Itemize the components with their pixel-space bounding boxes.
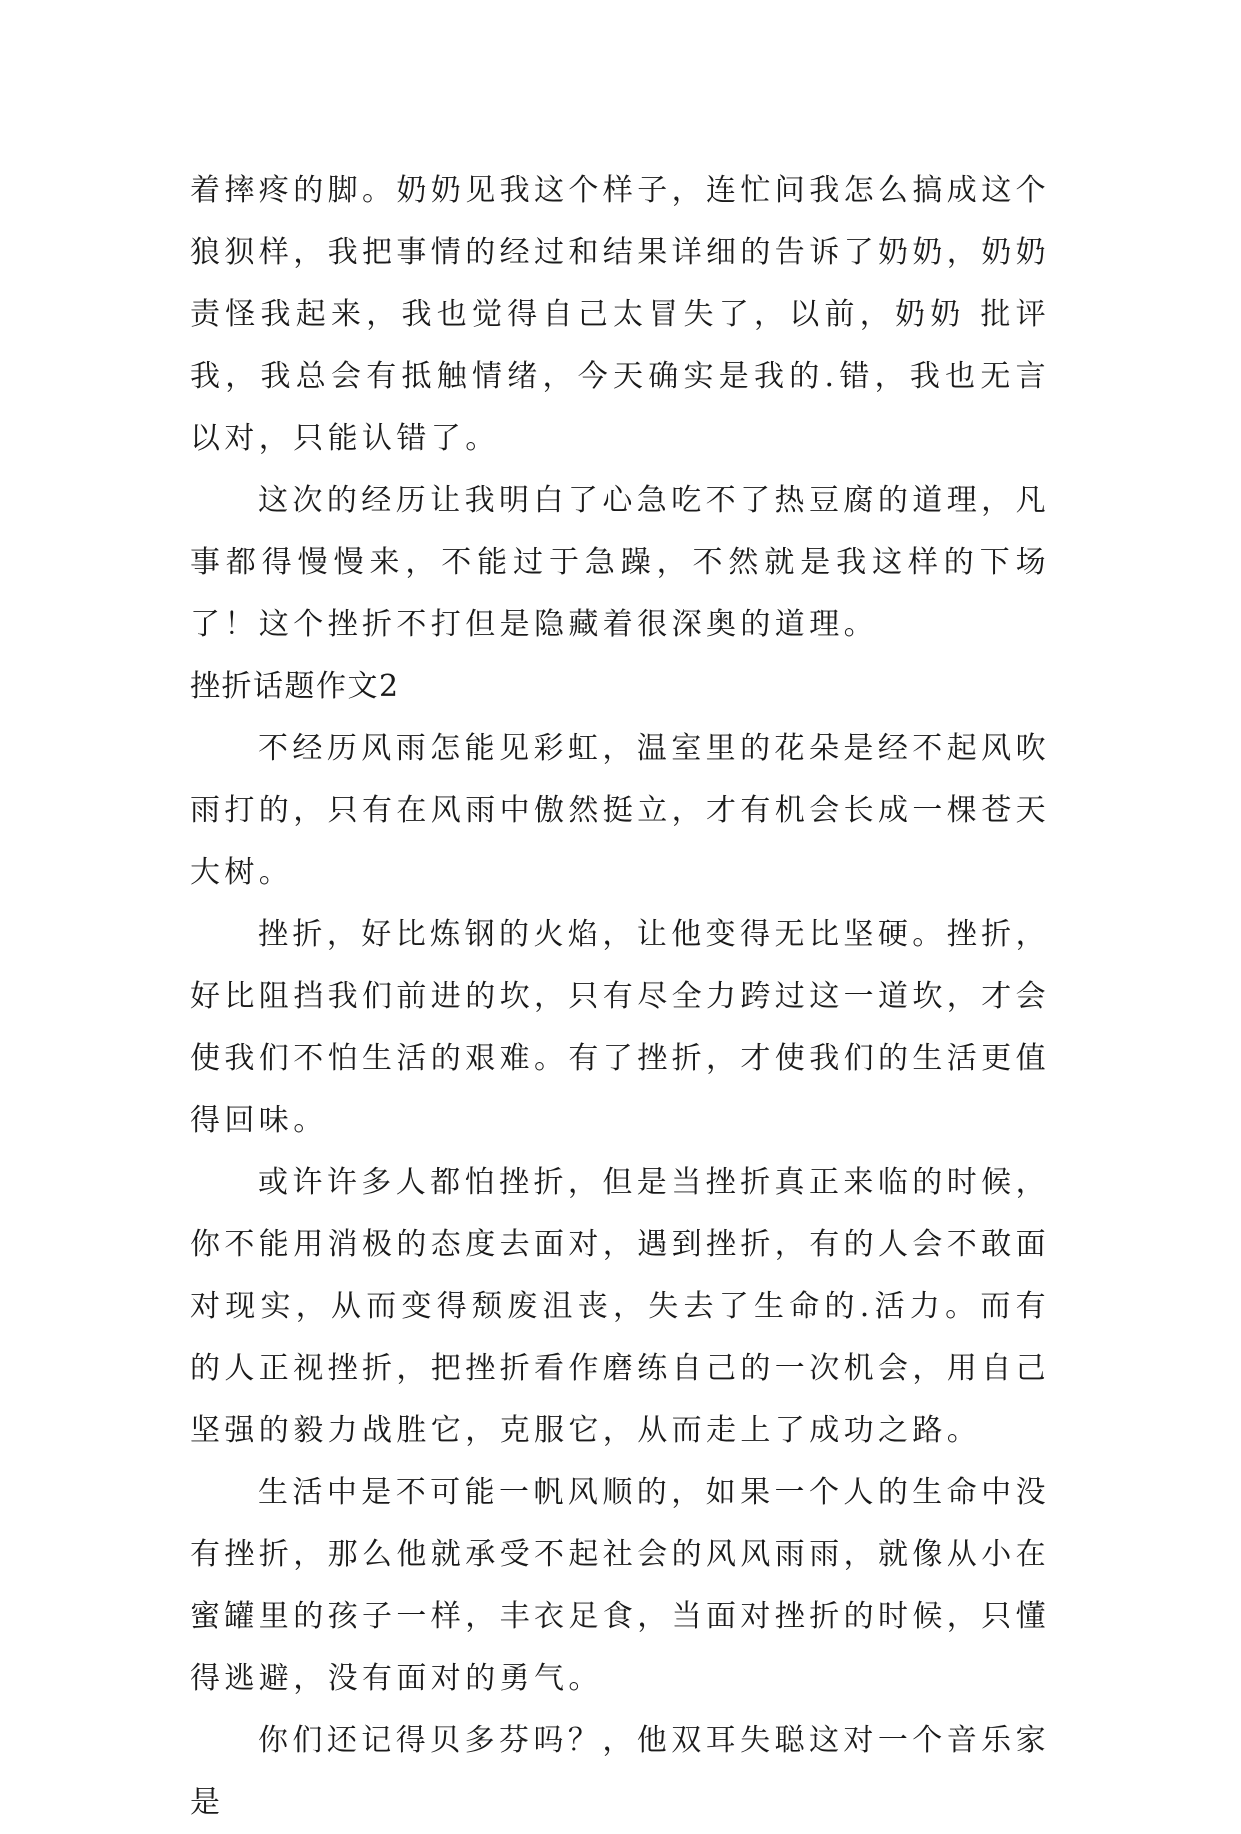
section-heading: 挫折话题作文2 [190, 669, 400, 704]
paragraph-lesson: 这次的经历让我明白了心急吃不了热豆腐的道理，凡事都得慢慢来，不能过于急躁，不然就是我这样的下场了！这个挫折不打但是隐藏着很深奥的道理。 [190, 483, 1050, 642]
paragraph-beethoven: 你们还记得贝多芬吗？，他双耳失聪这对一个音乐家是 [190, 1723, 1050, 1820]
paragraph-rainbow: 不经历风雨怎能见彩虹，温室里的花朵是经不起风吹雨打的，只有在风雨中傲然挺立，才有机会长成一棵苍天大树。 [190, 731, 1050, 890]
paragraph-forging-steel: 挫折，好比炼钢的火焰，让他变得无比坚硬。挫折，好比阻挡我们前进的坎，只有尽全力跨过这一道坎，才会使我们不怕生活的艰难。有了挫折，才使我们的生活更值得回味。 [190, 917, 1050, 1138]
paragraph-life-not-smooth: 生活中是不可能一帆风顺的，如果一个人的生命中没有挫折，那么他就承受不起社会的风风雨雨，就像从小在蜜罐里的孩子一样，丰衣足食，当面对挫折的时候，只懂得逃避，没有面对的勇气。 [190, 1475, 1050, 1696]
paragraph-facing-setbacks: 或许许多人都怕挫折，但是当挫折真正来临的时候，你不能用消极的态度去面对，遇到挫折，有的人会不敢面对现实，从而变得颓废沮丧，失去了生命的.活力。而有的人正视挫折，把挫折看作磨练自己的一次机会，用自己坚强的毅力战胜它，克服它，从而走上了成功之路。 [190, 1165, 1050, 1448]
paragraph-continuation: 着摔疼的脚。奶奶见我这个样子，连忙问我怎么搞成这个狼狈样，我把事情的经过和结果详细的告诉了奶奶，奶奶责怪我起来，我也觉得自己太冒失了，以前，奶奶 批评我，我总会有抵触情绪，今天确实是我的.错，我也无言以对，只能认错了。 [190, 173, 1050, 456]
document-body [190, 160, 1050, 1834]
